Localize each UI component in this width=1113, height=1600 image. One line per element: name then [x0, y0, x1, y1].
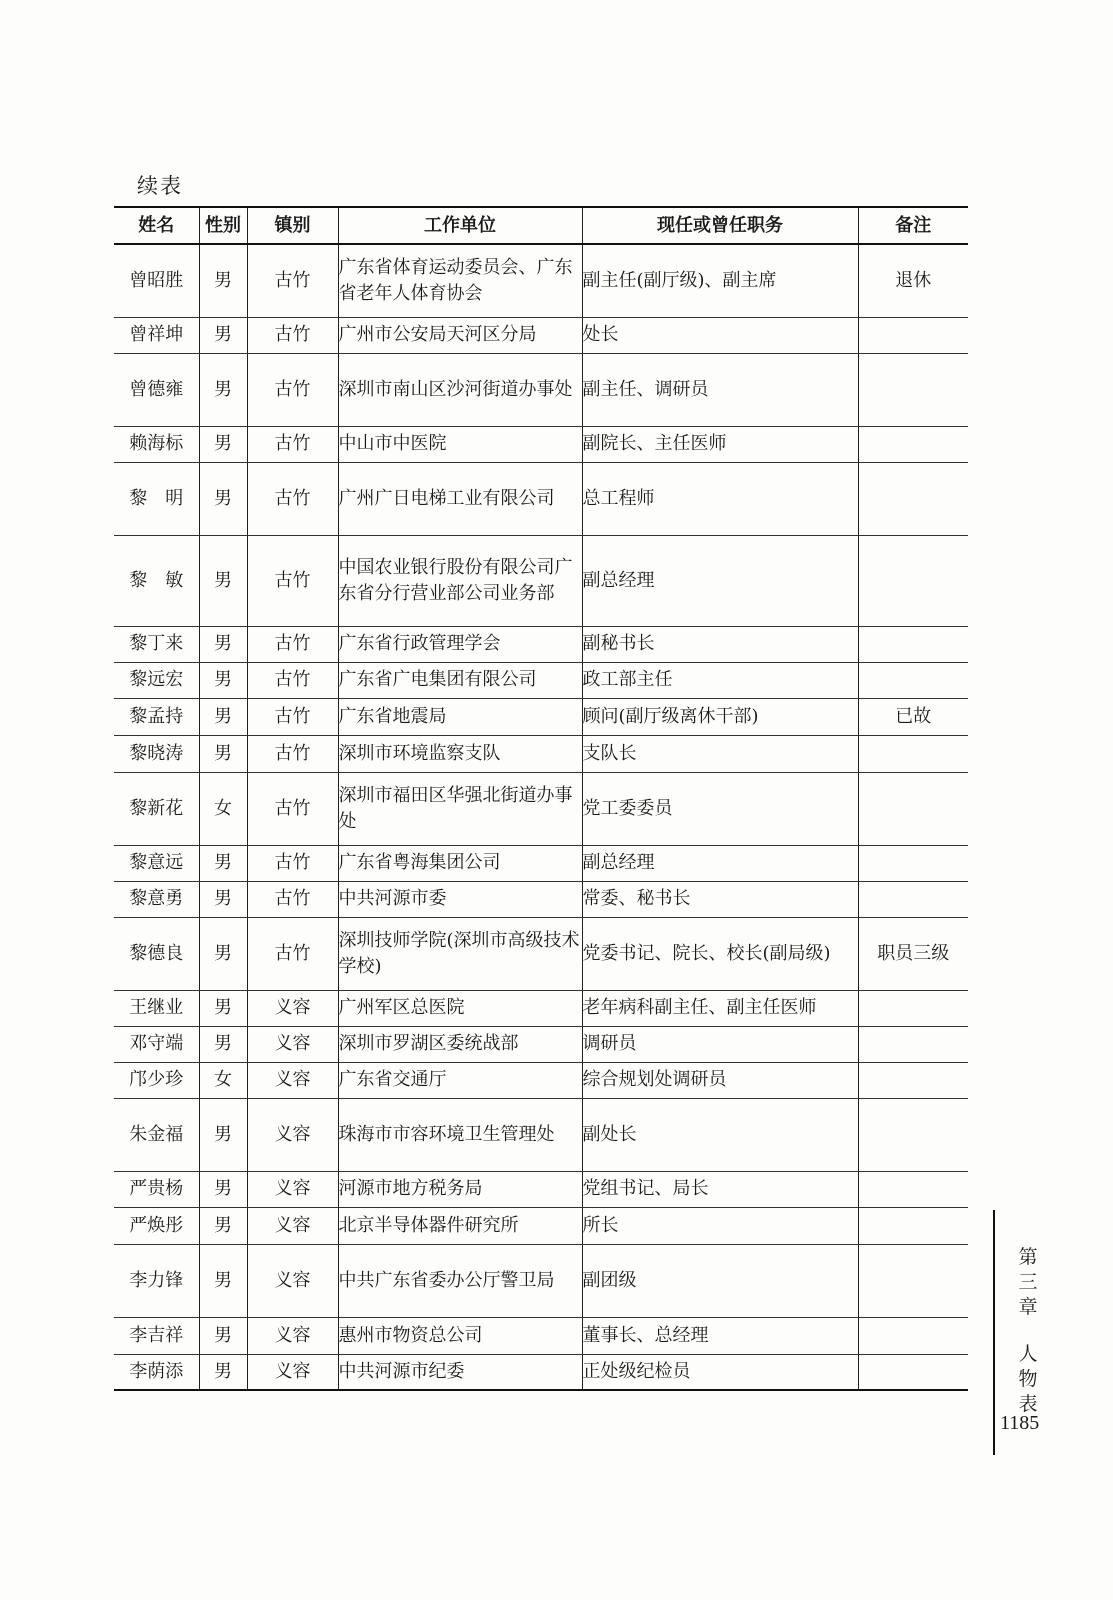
cell-gender: 男: [199, 353, 247, 426]
cell-position: 党工委委员: [582, 772, 858, 845]
chapter-label: [1017, 1245, 1039, 1417]
cell-name: 曾祥坤: [114, 317, 199, 353]
cell-note: [858, 426, 968, 462]
cell-gender: 女: [199, 1062, 247, 1098]
cell-note: [858, 462, 968, 535]
cell-position: 总工程师: [582, 462, 858, 535]
cell-gender: 男: [199, 1207, 247, 1244]
cell-town: 古竹: [247, 535, 338, 626]
cell-name: 李荫添: [114, 1354, 199, 1390]
cell-town: 古竹: [247, 626, 338, 662]
cell-unit: 广东省粤海集团公司: [338, 845, 582, 881]
cell-position: 处长: [582, 317, 858, 353]
cell-gender: 男: [199, 1244, 247, 1317]
cell-position: 调研员: [582, 1026, 858, 1062]
cell-unit: 深圳市环境监察支队: [338, 735, 582, 772]
cell-note: [858, 881, 968, 917]
cell-unit: 深圳市罗湖区委统战部: [338, 1026, 582, 1062]
cell-gender: 男: [199, 426, 247, 462]
cell-gender: 男: [199, 662, 247, 698]
cell-gender: 男: [199, 1317, 247, 1354]
header-name: 姓名: [114, 207, 199, 244]
cell-position: 正处级纪检员: [582, 1354, 858, 1390]
cell-gender: 男: [199, 1026, 247, 1062]
table-row: [114, 626, 968, 662]
cell-name: 黎新花: [114, 772, 199, 845]
cell-name: 李吉祥: [114, 1317, 199, 1354]
cell-name: 黎意勇: [114, 881, 199, 917]
cell-position: 副团级: [582, 1244, 858, 1317]
cell-gender: 男: [199, 317, 247, 353]
cell-position: 董事长、总经理: [582, 1317, 858, 1354]
cell-unit: 北京半导体器件研究所: [338, 1207, 582, 1244]
cell-town: 义容: [247, 990, 338, 1026]
cell-town: 义容: [247, 1062, 338, 1098]
cell-position: 副秘书长: [582, 626, 858, 662]
cell-note: [858, 1098, 968, 1171]
cell-name: 黎孟持: [114, 698, 199, 735]
cell-gender: 男: [199, 1171, 247, 1207]
table-row: [114, 1062, 968, 1098]
cell-name: 曾昭胜: [114, 244, 199, 317]
chapter-title-text: 人 物 表: [1018, 1343, 1038, 1415]
header-town: 镇别: [247, 207, 338, 244]
cell-position: 顾问(副厅级离休干部): [582, 698, 858, 735]
cell-unit: 广东省广电集团有限公司: [338, 662, 582, 698]
cell-note: [858, 990, 968, 1026]
cell-position: 党组书记、局长: [582, 1171, 858, 1207]
cell-position: 副院长、主任医师: [582, 426, 858, 462]
table-row: [114, 1244, 968, 1317]
cell-gender: 男: [199, 845, 247, 881]
cell-unit: 广州市公安局天河区分局: [338, 317, 582, 353]
cell-town: 古竹: [247, 244, 338, 317]
cell-name: 黎 敏: [114, 535, 199, 626]
cell-note: [858, 735, 968, 772]
cell-gender: 男: [199, 626, 247, 662]
table-row: [114, 772, 968, 845]
table-row: [114, 462, 968, 535]
cell-gender: 男: [199, 735, 247, 772]
cell-town: 义容: [247, 1098, 338, 1171]
cell-note: [858, 845, 968, 881]
cell-name: 严焕彤: [114, 1207, 199, 1244]
cell-note: [858, 1244, 968, 1317]
cell-name: 李力锋: [114, 1244, 199, 1317]
cell-unit: 惠州市物资总公司: [338, 1317, 582, 1354]
table-row: [114, 1354, 968, 1390]
table-row: [114, 698, 968, 735]
table-row: [114, 535, 968, 626]
cell-town: 古竹: [247, 735, 338, 772]
personnel-table: [114, 206, 968, 1391]
page-number: 1185: [1000, 1412, 1040, 1434]
cell-position: 副主任、调研员: [582, 353, 858, 426]
cell-unit: 深圳市南山区沙河街道办事处: [338, 353, 582, 426]
cell-unit: 河源市地方税务局: [338, 1171, 582, 1207]
table-row: [114, 244, 968, 317]
cell-note: [858, 1062, 968, 1098]
table-row: [114, 353, 968, 426]
cell-position: 老年病科副主任、副主任医师: [582, 990, 858, 1026]
cell-note: [858, 353, 968, 426]
cell-town: 古竹: [247, 317, 338, 353]
table-row: [114, 1317, 968, 1354]
cell-name: 邓守端: [114, 1026, 199, 1062]
cell-name: 黎 明: [114, 462, 199, 535]
cell-gender: 男: [199, 244, 247, 317]
cell-gender: 女: [199, 772, 247, 845]
table-row: [114, 1171, 968, 1207]
cell-position: 常委、秘书长: [582, 881, 858, 917]
cell-town: 义容: [247, 1171, 338, 1207]
cell-note: 已故: [858, 698, 968, 735]
cell-gender: 男: [199, 535, 247, 626]
cell-note: [858, 1354, 968, 1390]
cell-unit: 深圳技师学院(深圳市高级技术学校): [338, 917, 582, 990]
cell-name: 曾德雍: [114, 353, 199, 426]
table-row: [114, 426, 968, 462]
cell-position: 党委书记、院长、校长(副局级): [582, 917, 858, 990]
table-row: [114, 735, 968, 772]
cell-unit: 广州广日电梯工业有限公司: [338, 462, 582, 535]
cell-position: 副总经理: [582, 535, 858, 626]
cell-unit: 广东省行政管理学会: [338, 626, 582, 662]
table-row: [114, 662, 968, 698]
cell-town: 古竹: [247, 772, 338, 845]
cell-name: 邝少珍: [114, 1062, 199, 1098]
cell-unit: 中共河源市纪委: [338, 1354, 582, 1390]
table-caption: 续表: [137, 174, 183, 198]
cell-gender: 男: [199, 462, 247, 535]
cell-position: 副总经理: [582, 845, 858, 881]
cell-name: 赖海标: [114, 426, 199, 462]
cell-position: 所长: [582, 1207, 858, 1244]
cell-unit: 广东省交通厅: [338, 1062, 582, 1098]
header-position: 现任或曾任职务: [582, 207, 858, 244]
cell-town: 义容: [247, 1207, 338, 1244]
cell-note: 职员三级: [858, 917, 968, 990]
cell-name: 严贵杨: [114, 1171, 199, 1207]
cell-unit: 中共河源市委: [338, 881, 582, 917]
cell-note: [858, 1171, 968, 1207]
cell-position: 政工部主任: [582, 662, 858, 698]
cell-town: 义容: [247, 1244, 338, 1317]
cell-name: 朱金福: [114, 1098, 199, 1171]
cell-town: 古竹: [247, 353, 338, 426]
cell-unit: 珠海市市容环境卫生管理处: [338, 1098, 582, 1171]
cell-name: 黎丁来: [114, 626, 199, 662]
header-note: 备注: [858, 207, 968, 244]
cell-note: 退休: [858, 244, 968, 317]
cell-note: [858, 662, 968, 698]
cell-unit: 中山市中医院: [338, 426, 582, 462]
cell-gender: 男: [199, 698, 247, 735]
table-row: [114, 1207, 968, 1244]
cell-unit: 中国农业银行股份有限公司广东省分行营业部公司业务部: [338, 535, 582, 626]
cell-position: 综合规划处调研员: [582, 1062, 858, 1098]
cell-unit: 广州军区总医院: [338, 990, 582, 1026]
table-row: [114, 990, 968, 1026]
cell-town: 古竹: [247, 845, 338, 881]
table-row: [114, 1026, 968, 1062]
cell-note: [858, 1207, 968, 1244]
cell-gender: 男: [199, 990, 247, 1026]
cell-gender: 男: [199, 1354, 247, 1390]
cell-position: 副处长: [582, 1098, 858, 1171]
cell-town: 古竹: [247, 881, 338, 917]
cell-note: [858, 1026, 968, 1062]
cell-unit: 广东省体育运动委员会、广东省老年人体育协会: [338, 244, 582, 317]
cell-note: [858, 626, 968, 662]
table-header-row: [114, 207, 968, 244]
side-divider: [993, 1210, 995, 1455]
cell-name: 黎德良: [114, 917, 199, 990]
cell-gender: 男: [199, 917, 247, 990]
cell-unit: 深圳市福田区华强北街道办事处: [338, 772, 582, 845]
cell-town: 义容: [247, 1026, 338, 1062]
cell-position: 支队长: [582, 735, 858, 772]
cell-note: [858, 317, 968, 353]
table-row: [114, 1098, 968, 1171]
cell-name: 黎意远: [114, 845, 199, 881]
cell-name: 黎晓涛: [114, 735, 199, 772]
cell-unit: 广东省地震局: [338, 698, 582, 735]
table-row: [114, 881, 968, 917]
header-gender: 性别: [199, 207, 247, 244]
cell-town: 古竹: [247, 462, 338, 535]
cell-note: [858, 1317, 968, 1354]
cell-town: 义容: [247, 1317, 338, 1354]
cell-name: 王继业: [114, 990, 199, 1026]
cell-position: 副主任(副厅级)、副主席: [582, 244, 858, 317]
cell-town: 古竹: [247, 426, 338, 462]
cell-note: [858, 535, 968, 626]
table-row: [114, 845, 968, 881]
cell-town: 古竹: [247, 698, 338, 735]
table-row: [114, 917, 968, 990]
cell-name: 黎远宏: [114, 662, 199, 698]
cell-unit: 中共广东省委办公厅警卫局: [338, 1244, 582, 1317]
cell-town: 古竹: [247, 662, 338, 698]
cell-gender: 男: [199, 881, 247, 917]
cell-gender: 男: [199, 1098, 247, 1171]
header-unit: 工作单位: [338, 207, 582, 244]
chapter-number-text: 第 三 章: [1018, 1246, 1038, 1318]
cell-note: [858, 772, 968, 845]
cell-town: 古竹: [247, 917, 338, 990]
cell-town: 义容: [247, 1354, 338, 1390]
table-row: [114, 317, 968, 353]
